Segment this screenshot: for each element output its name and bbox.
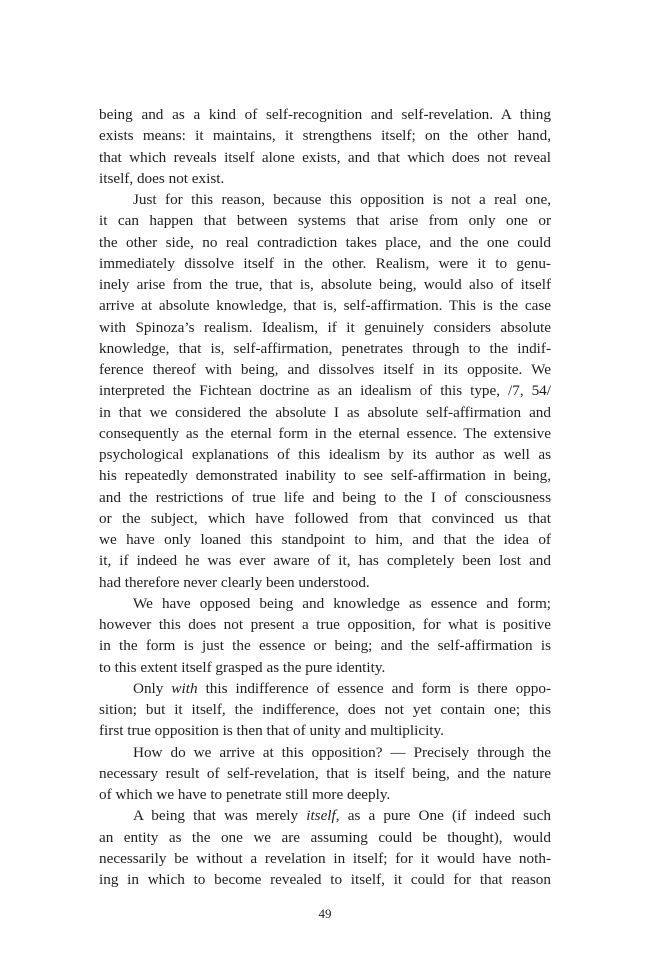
italic-text: itself [306, 807, 336, 825]
text-run: , as a pure One (if indeed such [335, 807, 551, 825]
text-run: necessary result of self-revelation, that is itself being, and the nature [99, 764, 551, 782]
text-run: Just for this reason, because this opposition is not a real one, [133, 191, 551, 208]
text-line [99, 805, 551, 826]
text-line [99, 189, 551, 210]
text-run: ing in which to become revealed to itself, it could for that reason [99, 871, 551, 888]
text-line [99, 848, 551, 869]
text-run: in that we considered the absolute I as absolute self-affirmation and [99, 403, 551, 421]
text-line [99, 465, 551, 486]
text-run: psychological explanations of this idealism by its author as well as [99, 446, 551, 463]
text-line [99, 720, 551, 741]
text-line [99, 295, 551, 316]
text-run: A being that was merely [133, 807, 307, 825]
text-run: his repeatedly demonstrated inability to see self-affirmation in being, [99, 467, 551, 485]
text-line [99, 104, 551, 125]
text-run: to this extent itself grasped as the pure identity. [99, 658, 386, 676]
italic-text: with [171, 679, 198, 697]
text-run: or the subject, which have followed from that convinced us that [99, 509, 551, 527]
text-run: immediately dissolve itself in the other. Realism, were it to genu- [99, 254, 551, 272]
text-line [99, 572, 551, 593]
text-run: ference thereof with being, and dissolves itself in its opposite. We [99, 361, 551, 378]
text-run: being and as a kind of self-recognition and self-revelation. A thing [99, 106, 551, 123]
text-line [99, 827, 551, 848]
text-line [99, 742, 551, 763]
text-line [99, 423, 551, 444]
text-run: first true opposition is then that of unity and multiplicity. [99, 722, 444, 740]
page-body-text [99, 104, 551, 890]
text-line [99, 125, 551, 146]
text-line [99, 529, 551, 550]
text-run: arrive at absolute knowledge, that is, self-affirmation. This is the case [99, 297, 551, 315]
text-line [99, 338, 551, 359]
text-line [99, 487, 551, 508]
text-line [99, 635, 551, 656]
text-line [99, 699, 551, 720]
text-line [99, 763, 551, 784]
text-run: necessarily be without a revelation in itself; for it would have noth- [99, 849, 551, 867]
text-run: the other side, no real contradiction takes place, and the one could [99, 233, 551, 251]
text-run: consequently as the eternal form in the eternal essence. The extensive [99, 424, 551, 442]
text-run: interpreted the Fichtean doctrine as an idealism of this type, /7, 54/ [99, 382, 551, 400]
text-run: itself, does not exist. [99, 169, 225, 187]
text-line [99, 402, 551, 423]
text-line [99, 508, 551, 529]
text-run: sition; but it itself, the indifference, does not yet contain one; this [99, 701, 551, 718]
text-line [99, 359, 551, 380]
text-run: of which we have to penetrate still more deeply. [99, 786, 391, 803]
text-run: exists means: it maintains, it strengthens itself; on the other hand, [99, 127, 551, 145]
text-line [99, 593, 551, 614]
text-line [99, 784, 551, 805]
text-run: How do we arrive at this opposition? — Precisely through the [133, 743, 551, 761]
text-run: it, if indeed he was ever aware of it, has completely been lost and [99, 552, 551, 570]
text-line [99, 274, 551, 295]
text-line [99, 657, 551, 678]
text-line [99, 317, 551, 338]
text-run: and the restrictions of true life and being to the I of consciousness [99, 488, 551, 506]
text-run: however this does not present a true opposition, for what is positive [99, 616, 551, 633]
text-line [99, 210, 551, 231]
text-run: had therefore never clearly been understood. [99, 573, 370, 591]
text-line [99, 550, 551, 571]
text-line [99, 253, 551, 274]
text-run: with Spinoza’s realism. Idealism, if it genuinely considers absolute [99, 318, 551, 336]
text-run: an entity as the one we are assuming could be thought), would [99, 828, 551, 846]
text-run: We have opposed being and knowledge as essence and form; [133, 594, 551, 612]
text-line [99, 678, 551, 699]
text-line [99, 444, 551, 465]
text-run: inely arise from the true, that is, absolute being, would also of itself [99, 276, 551, 293]
text-run: we have only loaned this standpoint to him, and that the idea of [99, 531, 551, 548]
page-number: 49 [318, 906, 332, 921]
text-line [99, 147, 551, 168]
text-run: Only [133, 679, 172, 697]
text-run: in the form is just the essence or being; and the self-affirmation is [99, 637, 551, 655]
text-run: it can happen that between systems that arise from only one or [99, 212, 551, 230]
text-line [99, 168, 551, 189]
text-run: knowledge, that is, self-affirmation, penetrates through to the indif- [99, 339, 551, 357]
text-line [99, 614, 551, 635]
text-run: this indifference of essence and form is there oppo- [197, 679, 551, 697]
text-run: that which reveals itself alone exists, and that which does not reveal [99, 148, 551, 166]
text-line [99, 380, 551, 401]
text-line [99, 232, 551, 253]
text-line [99, 869, 551, 890]
